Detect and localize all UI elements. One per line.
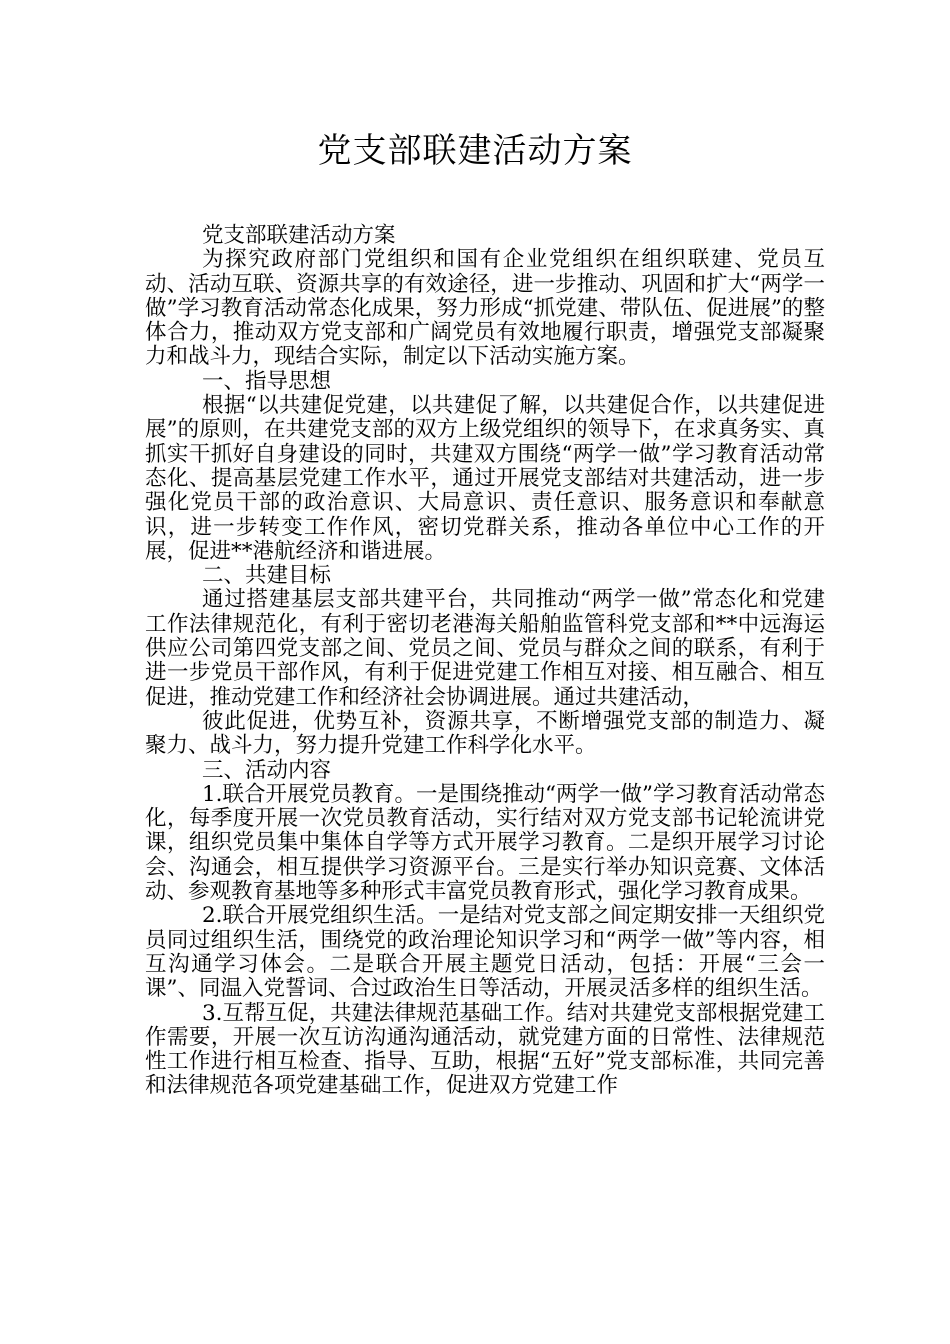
activity-item-2: 2.联合开展党组织生活。一是结对党支部之间定期安排一天组织党员同过组织生活，围绕党的政治理论知识学习和“两学一做”等内容，相互沟通学习体会。二是联合开展主题党日活动，包括：开展“三会一课”、同温入党誓词、合过政治生日等活动，开展灵活多样的组织生活。 [145,903,825,1002]
document-title: 党支部联建活动方案 [317,131,633,171]
intro-paragraph: 为探究政府部门党组织和国有企业党组织在组织联建、党员互动、活动互联、资源共享的有效途径，进一步推动、巩固和扩大“两学一做”学习教育活动常态化成果，努力形成“抓党建、带队伍、促进展”的整体合力，推动双方党支部和广阔党员有效地履行职责，增强党支部凝聚力和战斗力，现结合实际，制定以下活动实施方案。 [145,247,825,370]
section-heading-guiding-thought: 一、指导思想 [202,368,332,394]
activity-item-3: 3.互帮互促，共建法律规范基础工作。结对共建党支部根据党建工作需要，开展一次互访沟通沟通活动，就党建方面的日常性、法律规范性工作进行相互检查、指导、互助，根据“五好”党支部标准，共同完善和法律规范各项党建基础工作，促进双方党建工作 [145,1000,825,1099]
guiding-thought-paragraph: 根据“以共建促党建，以共建促了解，以共建促合作，以共建促进展”的原则，在共建党支部的双方上级党组织的领导下，在求真务实、真抓实干抓好自身建设的同时，共建双方围绕“两学一做”学习教育活动常态化、提高基层党建工作水平，通过开展党支部结对共建活动，进一步强化党员干部的政治意识、大局意识、责任意识、服务意识和奉献意识，进一步转变工作作风，密切党群关系，推动各单位中心工作的开展，促进**港航经济和谐进展。 [145,393,825,564]
goals-continuation-paragraph: 彼此促进，优势互补，资源共享，不断增强党支部的制造力、凝聚力、战斗力，努力提升党建工作科学化水平。 [145,708,825,759]
section-heading-activities: 三、活动内容 [202,757,332,783]
subtitle-paragraph: 党支部联建活动方案 [202,223,396,248]
document-body [145,224,825,1099]
activity-item-1: 1.联合开展党员教育。一是围绕推动“两学一做”学习教育活动常态化，每季度开展一次党员教育活动，实行结对双方党支部书记轮流讲党课，组织党员集中集体自学等方式开展学习教育。二是织开展学习讨论会、沟通会，相互提供学习资源平台。三是实行举办知识竞赛、文体活动、参观教育基地等多种形式丰富党员教育形式，强化学习教育成果。 [145,781,825,905]
section-heading-goals: 二、共建目标 [202,563,332,589]
goals-paragraph: 通过搭建基层支部共建平台，共同推动“两学一做”常态化和党建工作法律规范化，有利于密切老港海关船舶监管科党支部和**中远海运供应公司第四党支部之间、党员之间、党员与群众之间的联系，有利于进一步党员干部作风，有利于促进党建工作相互对接、相互融合、相互促进，推动党建工作和经济社会协调进展。通过共建活动， [145,587,825,710]
